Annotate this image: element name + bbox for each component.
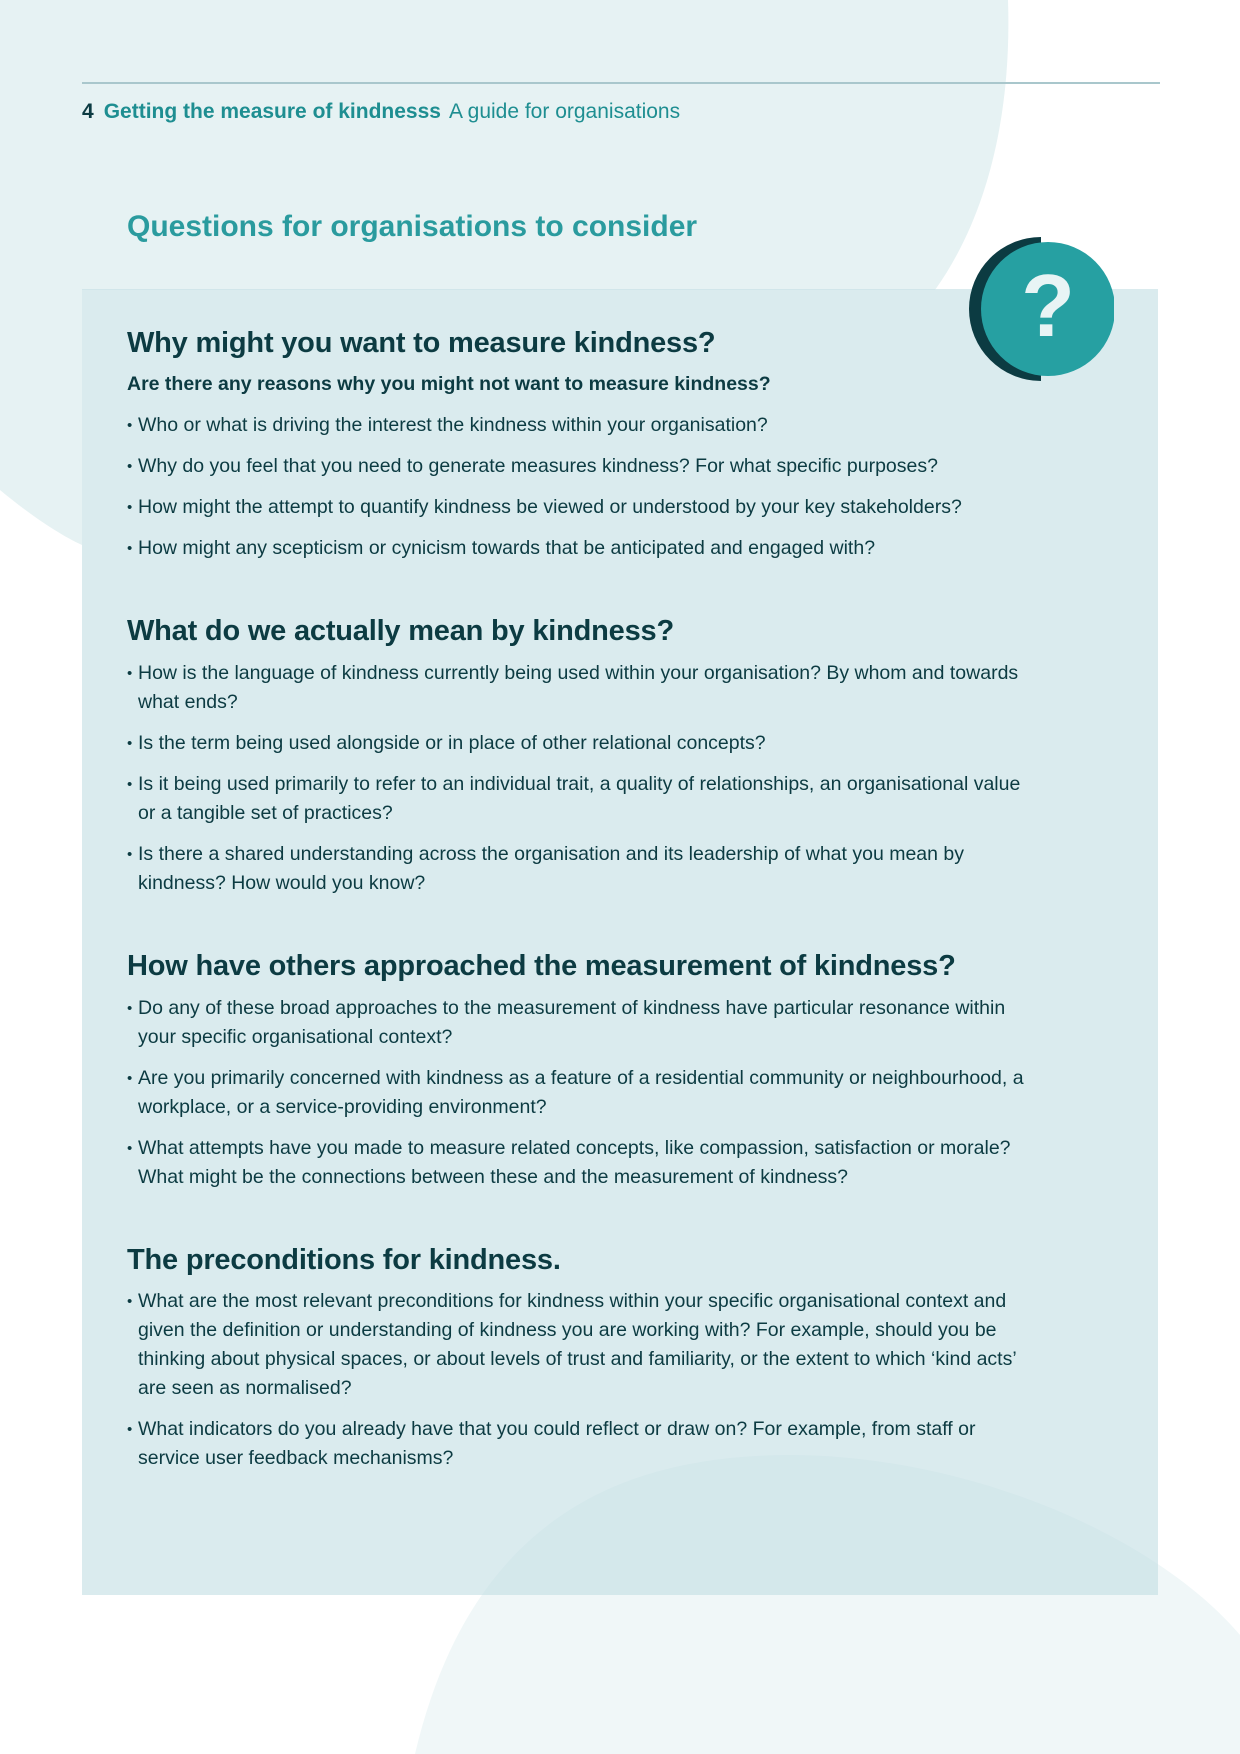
questions-content [127,326,1027,1524]
list-item: • Are you primarily concerned with kindness as a feature of a residential community or neighbourhood, a workplace, or a service-providing environment? [127,1064,1027,1122]
section-heading: What do we actually mean by kindness? [127,615,674,648]
list-item: • How is the language of kindness currently being used within your organisation? By whom and towards what ends? [127,659,1027,717]
question-list [127,659,1027,898]
question-list [127,1287,1027,1473]
list-item: • Is it being used primarily to refer to an individual trait, a quality of relationships, an organisational value or a tangible set of practices? [127,770,1027,828]
section-heading: The preconditions for kindness. [127,1243,561,1276]
question-list [127,994,1027,1192]
question-list [127,411,1027,563]
page-number: 4 [82,100,94,123]
list-item: • What attempts have you made to measure related concepts, like compassion, satisfaction or morale? What might be the connections between these and the measurement of kindness? [127,1134,1027,1192]
section-lead: Are there any reasons why you might not want to measure kindness? [127,372,771,395]
question-section [127,614,1027,898]
list-item: • What indicators do you already have that you could reflect or draw on? For example, from staff or service user feedback mechanisms? [127,1415,1027,1473]
list-item: • Do any of these broad approaches to the measurement of kindness have particular resonance within your specific organisational context? [127,994,1027,1052]
running-header [82,100,680,124]
question-section [127,326,1027,563]
document-title: Getting the measure of kindnesss [103,100,441,123]
list-item: • What are the most relevant preconditions for kindness within your specific organisational context and given the definition or understanding of kindness you are working with? For example, should you be thinking about physical spaces, or about levels of trust and familiarity, or the extent to which ‘kind acts’ are seen as normalised? [127,1287,1027,1403]
section-heading: Why might you want to measure kindness? [127,327,716,359]
list-item: • Who or what is driving the interest the kindness within your organisation? [127,411,1027,440]
question-icon-glyph: ? [1021,256,1075,355]
list-item: • How might any scepticism or cynicism towards that be anticipated and engaged with? [127,534,1027,563]
list-item: • How might the attempt to quantify kindness be viewed or understood by your key stakeholders? [127,493,1027,522]
list-item: • Is the term being used alongside or in place of other relational concepts? [127,729,1027,758]
list-item: • Is there a shared understanding across the organisation and its leadership of what you mean by kindness? How would you know? [127,840,1027,898]
header-rule [82,82,1160,84]
question-section [127,1243,1027,1474]
document-subtitle: A guide for organisations [448,100,681,123]
section-title: Questions for organisations to consider [127,210,698,243]
list-item: • Why do you feel that you need to generate measures kindness? For what specific purposes? [127,452,1027,481]
question-section [127,949,1027,1192]
section-heading: How have others approached the measurement of kindness? [127,949,956,982]
